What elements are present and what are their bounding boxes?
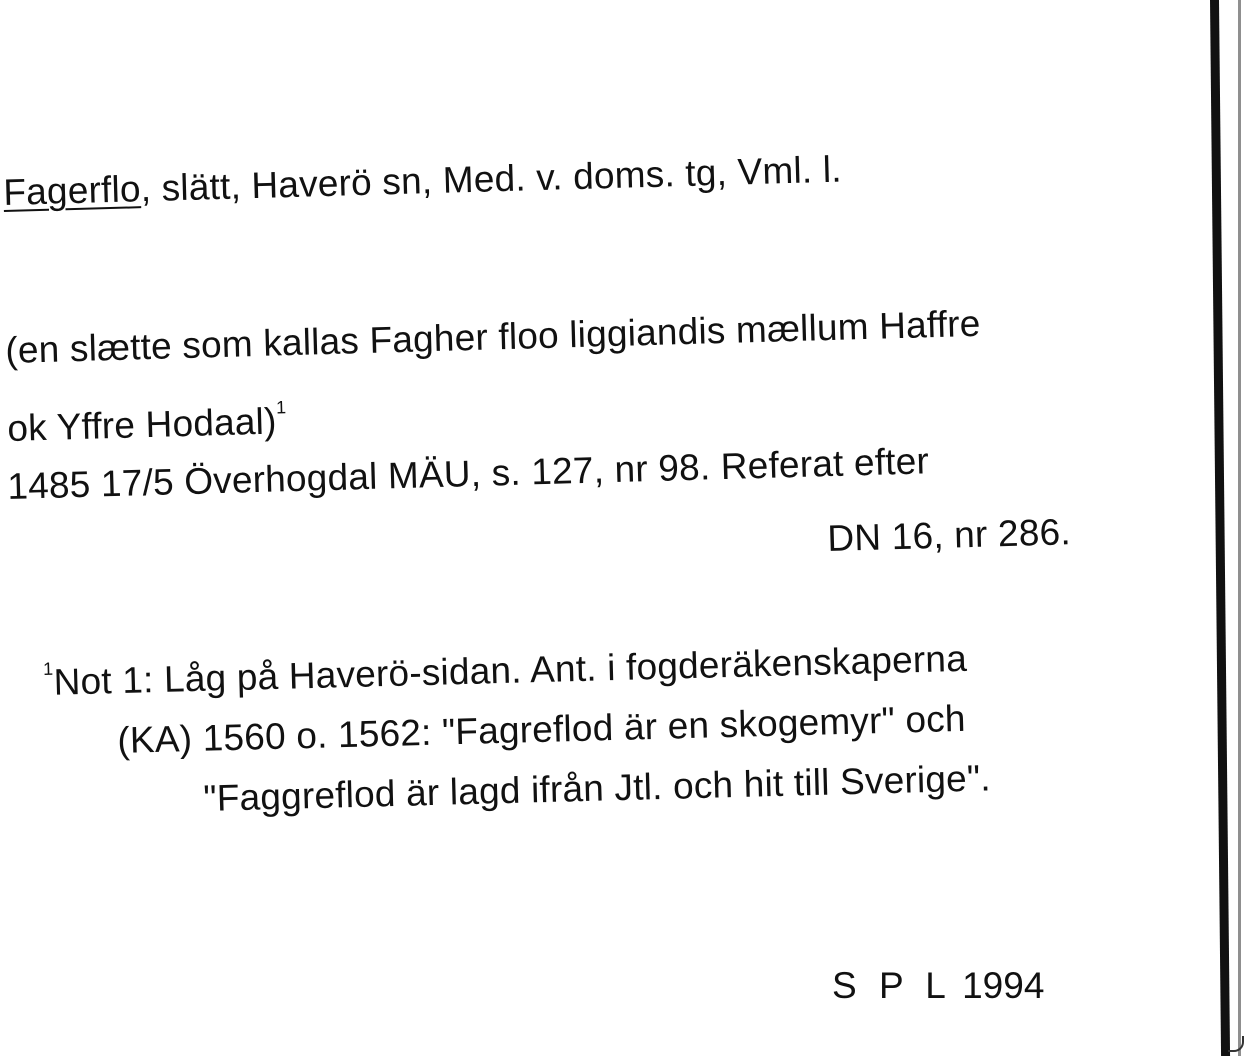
card-edge-shadow	[1238, 0, 1241, 1056]
note-line-3: "Faggreflod är lagd ifrån Jtl. och hit till Sverige".	[202, 757, 992, 820]
entry-headword: Fagerflo	[2, 168, 142, 214]
note-line-2: (KA) 1560 o. 1562: "Fagreflod är en skogemyr" och	[116, 697, 967, 762]
entry-line	[3, 149, 842, 214]
signature-year: 1994	[962, 965, 1045, 1006]
entry-description: , slätt, Haverö sn, Med. v. doms. tg, Vml. l.	[140, 148, 843, 210]
note-line-1-text: Not 1: Låg på Haverö-sidan. Ant. i fogderäkenskaperna	[53, 637, 968, 703]
note-mark: 1	[42, 658, 54, 680]
footnote-mark: 1	[275, 397, 287, 418]
card-edge-line	[1210, 0, 1230, 1056]
quote-line-1: (en slætte som kallas Fagher floo liggiandis mællum Haffre	[4, 302, 981, 372]
quote-line-2	[6, 397, 288, 450]
source-line-1: 1485 17/5 Överhogdal MÄU, s. 127, nr 98. Referat efter	[6, 440, 930, 508]
note-line-1	[43, 638, 968, 704]
card-corner	[1228, 1036, 1244, 1052]
quote-line-2-text: ok Yffre Hodaal)	[6, 400, 278, 450]
signature-initials: S P L	[832, 965, 952, 1006]
signature	[832, 965, 1044, 1007]
source-line-2: DN 16, nr 286.	[826, 511, 1072, 560]
